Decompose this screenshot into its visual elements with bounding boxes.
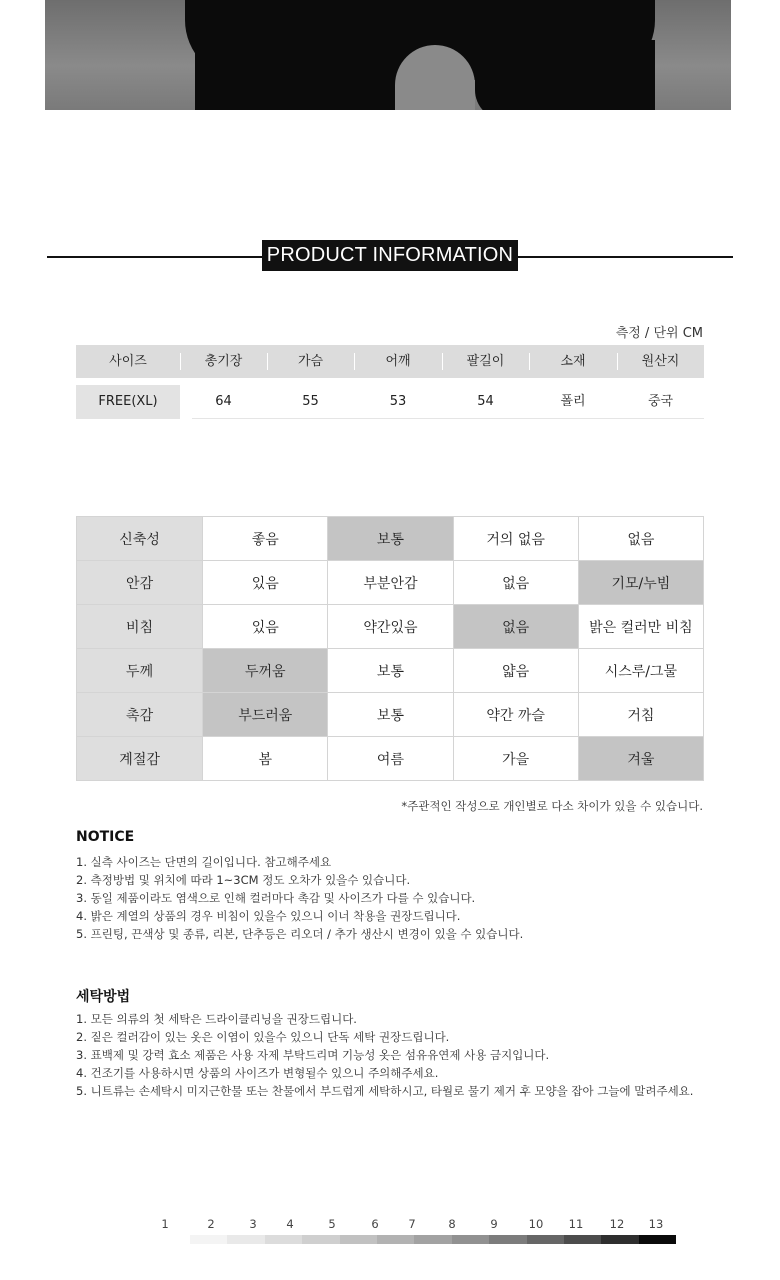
color-scale-bar [190,1235,676,1244]
notice-title: NOTICE [76,829,135,845]
color-swatch [489,1235,526,1244]
size-header-cell: 어깨 [354,345,442,378]
color-swatch [564,1235,601,1244]
feel-option: 보통 [328,693,453,737]
size-header-cell: 사이즈 [109,354,147,369]
product-photo [45,0,731,110]
color-swatch [601,1235,638,1244]
size-cell: 55 [302,394,319,409]
feel-row-label: 계절감 [77,737,203,781]
feel-option: 약간 까슬 [453,693,578,737]
list-item: 4. 건조기를 사용하시면 상품의 사이즈가 변형될수 있으니 주의해주세요. [76,1066,439,1080]
list-item: 5. 니트류는 손세탁시 미지근한물 또는 찬물에서 부드럽게 세탁하시고, 타월로 물기 제거 후 모양을 잡아 그늘에 말려주세요. [76,1084,694,1098]
list-item: 2. 측정방법 및 위치에 따라 1~3CM 정도 오차가 있을수 있습니다. [76,873,411,887]
feel-option-selected: 기모/누빔 [578,561,703,605]
feel-option: 부분안감 [328,561,453,605]
size-cell: 54 [477,394,494,409]
color-scale-label: 4 [286,1217,294,1231]
feel-option: 밝은 컬러만 비침 [578,605,703,649]
feel-option: 얇음 [453,649,578,693]
unit-label: 측정 / 단위 CM [615,326,703,341]
feel-option: 좋음 [203,517,328,561]
color-swatch [302,1235,339,1244]
size-table-header [76,345,704,378]
feel-option: 약간있음 [328,605,453,649]
feel-option-selected: 겨울 [578,737,703,781]
feel-option: 가을 [453,737,578,781]
color-swatch [377,1235,414,1244]
feel-table-note: *주관적인 작성으로 개인별로 다소 차이가 있을 수 있습니다. [401,799,703,813]
color-scale-label: 7 [408,1217,416,1231]
color-scale-label: 6 [371,1217,379,1231]
color-swatch [227,1235,264,1244]
feel-option: 없음 [578,517,703,561]
feel-option: 거의 없음 [453,517,578,561]
feel-option: 있음 [203,605,328,649]
list-item: 2. 짙은 컬러감이 있는 옷은 이염이 있을수 있으니 단독 세탁 권장드립니다. [76,1030,450,1044]
size-table-row [76,385,704,419]
list-item: 1. 모든 의류의 첫 세탁은 드라이클리닝을 권장드립니다. [76,1012,357,1026]
color-scale-label: 11 [568,1217,584,1231]
color-scale-label: 13 [648,1217,664,1231]
color-scale-label: 5 [328,1217,336,1231]
feel-row-label: 신축성 [77,517,203,561]
color-scale-label: 8 [448,1217,456,1231]
color-swatch [414,1235,451,1244]
list-item: 3. 표백제 및 강력 효소 제품은 사용 자제 부탁드리며 기능성 옷은 섬유유연제 사용 금지입니다. [76,1048,550,1062]
color-swatch [340,1235,377,1244]
size-cell: 중국 [647,394,674,409]
size-header-cell: 소재 [529,345,617,378]
size-header-cell: 가슴 [267,345,354,378]
feel-option: 거침 [578,693,703,737]
color-swatch [265,1235,302,1244]
size-header-cell: 팔길이 [442,345,529,378]
color-scale-label: 10 [528,1217,544,1231]
washing-title: 세탁방법 [76,989,131,1005]
feel-row-label: 안감 [77,561,203,605]
fabric-feel-table [76,516,704,781]
washing-list [76,1010,693,1100]
feel-row-label: 두께 [77,649,203,693]
feel-option: 여름 [328,737,453,781]
feel-option-selected: 보통 [328,517,453,561]
feel-option: 있음 [203,561,328,605]
feel-row-label: 비침 [77,605,203,649]
table-row [77,649,704,693]
color-scale-label: 1 [161,1217,169,1231]
color-scale-label: 12 [609,1217,625,1231]
feel-option-selected: 부드러움 [203,693,328,737]
size-cell: 64 [215,394,232,409]
color-scale-label: 9 [490,1217,498,1231]
color-scale-label: 2 [207,1217,215,1231]
feel-option: 시스루/그물 [578,649,703,693]
size-header-cell: 총기장 [180,345,267,378]
table-row [77,693,704,737]
feel-option-selected: 두꺼움 [203,649,328,693]
feel-option-selected: 없음 [453,605,578,649]
size-cell: 폴리 [560,394,586,409]
feel-option: 보통 [328,649,453,693]
color-swatch [527,1235,564,1244]
section-title: PRODUCT INFORMATION [262,240,518,271]
color-swatch [452,1235,489,1244]
size-cell-size: FREE(XL) [76,385,180,419]
color-scale-label: 3 [249,1217,257,1231]
feel-option: 봄 [203,737,328,781]
notice-list [76,853,523,943]
table-row [77,517,704,561]
color-swatch [639,1235,676,1244]
list-item: 1. 실측 사이즈는 단면의 길이입니다. 참고해주세요 [76,855,332,869]
list-item: 5. 프린팅, 끈색상 및 종류, 리본, 단추등은 리오더 / 추가 생산시 변경이 있을 수 있습니다. [76,927,524,941]
list-item: 4. 밝은 계열의 상품의 경우 비침이 있을수 있으니 이너 착용을 권장드립니다. [76,909,461,923]
table-row [77,605,704,649]
size-header-cell: 원산지 [617,345,704,378]
size-cell: 53 [389,394,407,409]
feel-row-label: 촉감 [77,693,203,737]
table-row [77,737,704,781]
size-row-divider [192,418,704,419]
pants-leg-right [475,40,655,110]
color-scale-labels [0,1217,780,1233]
color-swatch [190,1235,227,1244]
table-row [77,561,704,605]
list-item: 3. 동일 제품이라도 염색으로 인해 컬러마다 촉감 및 사이즈가 다를 수 있습니다. [76,891,476,905]
feel-option: 없음 [453,561,578,605]
